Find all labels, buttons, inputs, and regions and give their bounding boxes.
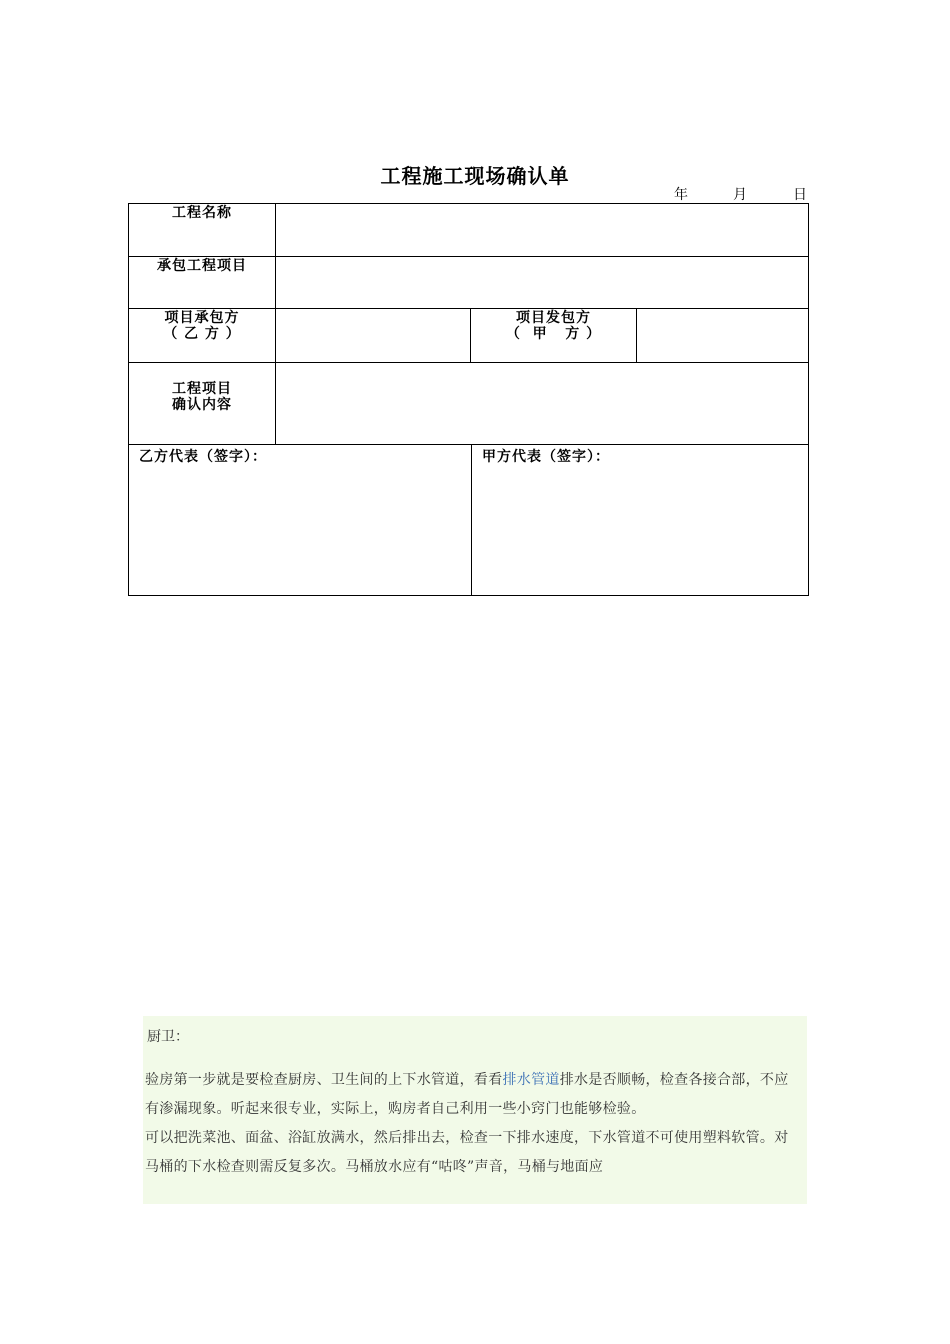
- inspection-note: [143, 1016, 807, 1204]
- contractor-label: [129, 310, 275, 342]
- client-label-line1: 项目发包方: [516, 310, 591, 326]
- row-divider: [129, 444, 808, 445]
- party-a-signature-label: 甲方代表（签字）：: [482, 449, 610, 465]
- party-a-signature-area[interactable]: [472, 466, 808, 594]
- client-label-line2: （ 甲 方 ）: [505, 326, 602, 342]
- confirm-content-label: [129, 381, 275, 413]
- project-name-label: 工程名称: [172, 205, 232, 221]
- date-day: 日: [793, 187, 807, 203]
- note-heading: 厨卫：: [147, 1029, 189, 1045]
- party-b-signature-area[interactable]: [129, 466, 470, 594]
- note-paragraph-2: 可以把洗菜池、面盆、浴缸放满水，然后排出去，检查一下排水速度，下水管道不可使用塑料软管。对马桶的下水检查则需反复多次。马桶放水应有“咕咚”声音，马桶与地面应: [145, 1130, 789, 1175]
- note-paragraph-1: [143, 1066, 803, 1124]
- contractor-label-line1: 项目承包方: [164, 310, 240, 326]
- contract-item-label: 承包工程项目: [157, 258, 247, 274]
- contract-item-field[interactable]: [276, 257, 808, 308]
- confirmation-form: [128, 203, 809, 596]
- confirm-label-line1: 工程项目: [172, 381, 232, 397]
- contractor-label-line2: （ 乙 方 ）: [163, 326, 241, 342]
- drainage-pipe-link[interactable]: 排水管道: [502, 1072, 560, 1088]
- contractor-field[interactable]: [276, 309, 470, 362]
- note-body: [143, 1066, 803, 1182]
- note-p1-before: 验房第一步就是要检查厨房、卫生间的上下水管道，看看: [145, 1072, 503, 1088]
- confirm-label-line2: 确认内容: [172, 397, 232, 413]
- client-label: [471, 310, 636, 342]
- confirm-content-field[interactable]: [276, 363, 808, 444]
- party-b-signature-label: 乙方代表（签字）：: [139, 449, 267, 465]
- date-month: 月: [733, 187, 747, 203]
- client-field[interactable]: [637, 309, 808, 362]
- project-name-field[interactable]: [276, 204, 808, 256]
- date-year: 年: [674, 187, 688, 203]
- note-p1-after: 排水是否顺畅，检查各接合部，不应有渗漏现象。听起来很专业，实际上，购房者自己利用一些小窍门也能够检验。: [145, 1072, 789, 1117]
- document-title: 工程施工现场确认单: [380, 164, 570, 188]
